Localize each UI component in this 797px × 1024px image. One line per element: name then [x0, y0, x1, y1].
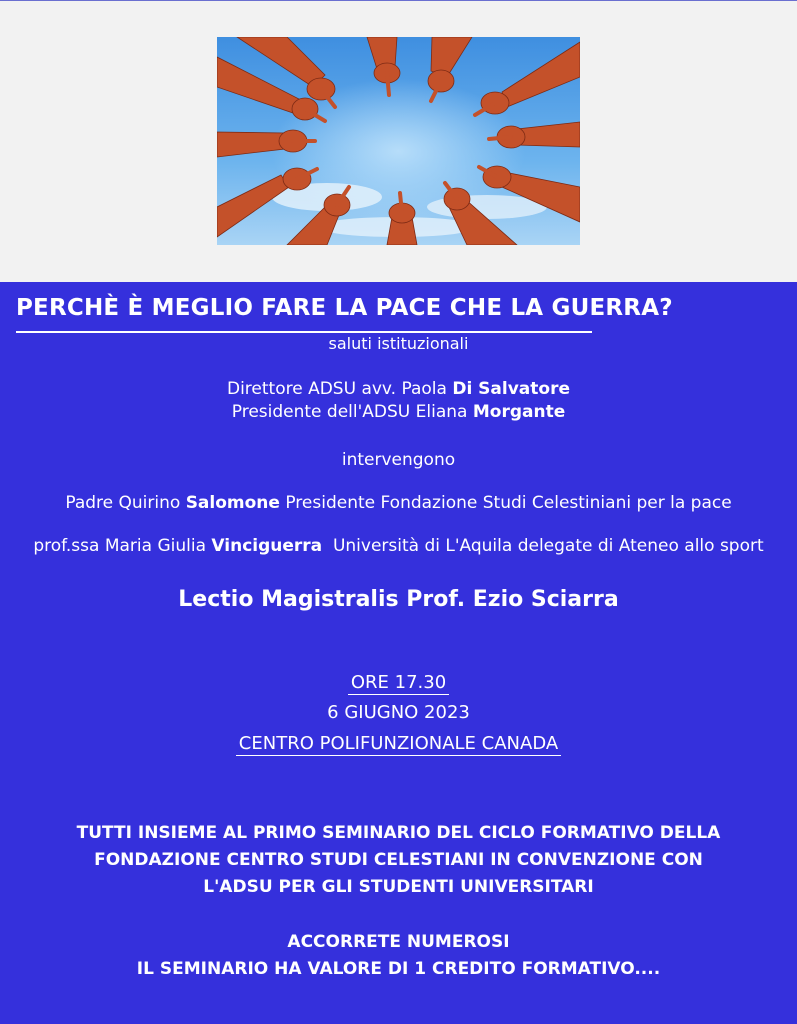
title-underline [16, 331, 592, 333]
guest1-suffix: Presidente Fondazione Studi Celestiniani per la pace [279, 493, 732, 513]
closing-line-4: ACCORRETE NUMEROSI [287, 932, 510, 952]
intervengono-label: intervengono [341, 450, 456, 470]
closing-line-3: L'ADSU PER GLI STUDENTI UNIVERSITARI [203, 877, 594, 897]
guest2-suffix: Università di L'Aquila delegate di Ateneo allo sport [322, 536, 764, 556]
event-title: PERCHÈ È MEGLIO FARE LA PACE CHE LA GUERRA? [16, 295, 673, 321]
president-surname: Morgante [472, 402, 566, 422]
president-line [0, 402, 797, 422]
event-date-text: 6 GIUGNO 2023 [327, 702, 470, 723]
guest1-surname: Salomone [185, 493, 280, 513]
guest2-surname: Vinciguerra [211, 536, 323, 556]
closing-line-2: FONDAZIONE CENTRO STUDI CELESTIANI IN CONVENZIONE CON [94, 850, 703, 870]
closing-line-1: TUTTI INSIEME AL PRIMO SEMINARIO DEL CICLO FORMATIVO DELLA [76, 823, 721, 843]
director-surname: Di Salvatore [452, 379, 570, 399]
event-venue-text: CENTRO POLIFUNZIONALE CANADA [236, 733, 561, 756]
hands-circle-photo [217, 37, 580, 245]
guest2-prefix: prof.ssa Maria Giulia [33, 536, 212, 556]
guest1-prefix: Padre Quirino [65, 493, 186, 513]
closing-line-5: IL SEMINARIO HA VALORE DI 1 CREDITO FORMATIVO.... [136, 959, 661, 979]
event-time [0, 672, 797, 693]
event-time-text: ORE 17.30 [348, 672, 449, 695]
event-venue [0, 733, 797, 754]
director-prefix: Direttore ADSU avv. Paola [226, 379, 453, 399]
subtitle: saluti istituzionali [328, 334, 469, 353]
guest-vinciguerra [0, 536, 797, 556]
guest-salomone [0, 493, 797, 513]
president-prefix: Presidente dell'ADSU Eliana [231, 402, 473, 422]
header-band [0, 0, 797, 282]
director-line [0, 379, 797, 399]
lectio-magistralis: Lectio Magistralis Prof. Ezio Sciarra [178, 587, 619, 612]
event-date [0, 702, 797, 723]
event-poster [0, 282, 797, 1024]
